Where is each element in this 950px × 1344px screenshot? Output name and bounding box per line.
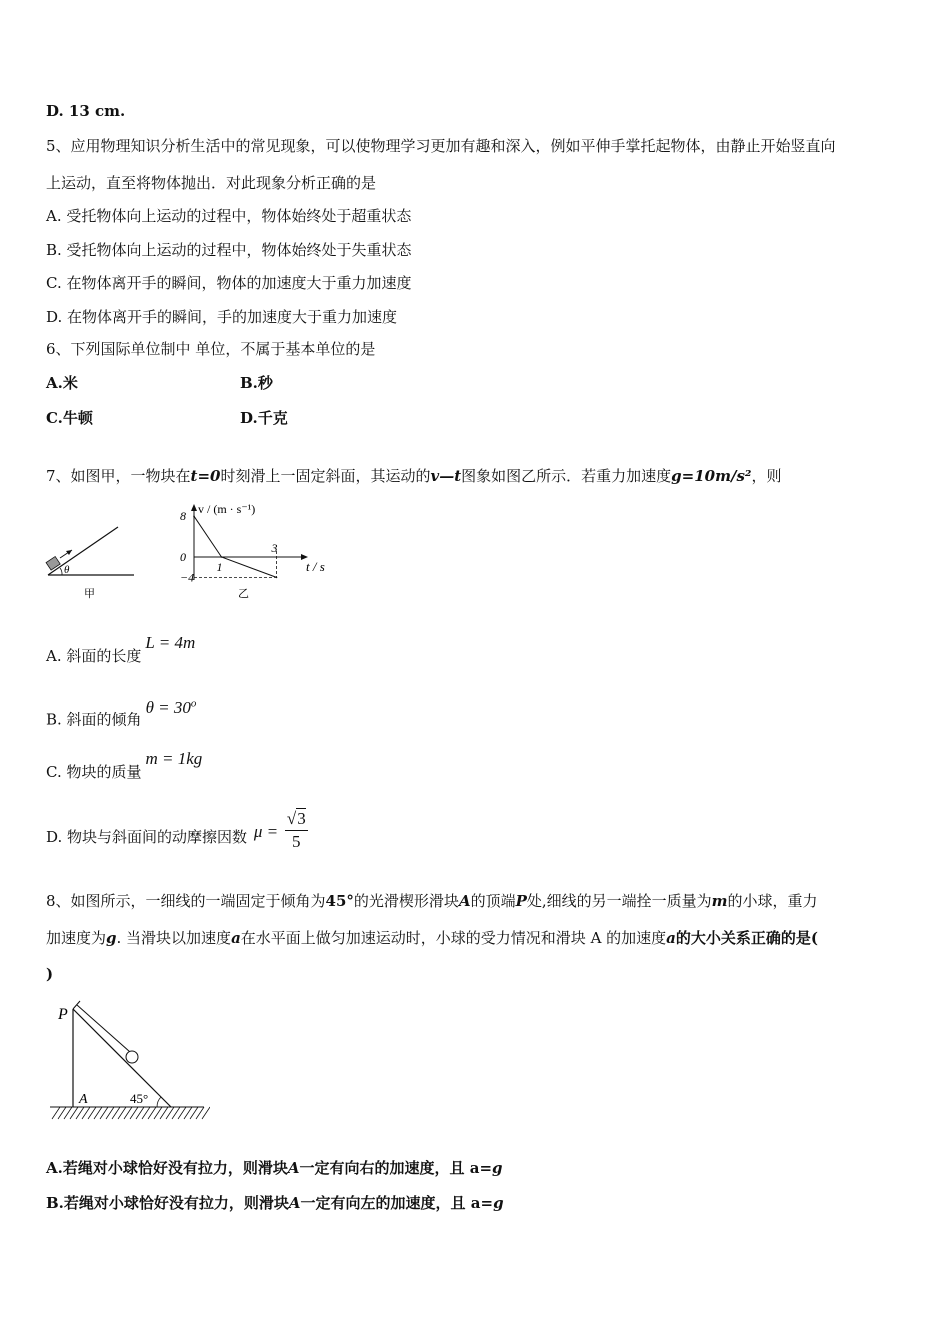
q8-text: 的光滑楔形滑块 [353, 892, 459, 910]
vt-x-tick-label: 1 [216, 560, 223, 574]
figure-caption-yi: 乙 [238, 588, 249, 600]
q7-figure-vt-graph [170, 500, 340, 604]
x-axis-label: t / s [306, 559, 325, 574]
q8-text: a [231, 929, 241, 947]
angle-arc [157, 1097, 161, 1107]
thread-anchor [73, 1001, 80, 1009]
q7-stem-part: ，则 [751, 467, 782, 485]
thread [77, 1005, 130, 1052]
label-a: A [79, 1092, 88, 1107]
q8-option-b-A: A [288, 1194, 301, 1212]
q6-stem: 6、下列国际单位制中 单位，不属于基本单位的是 [46, 340, 376, 358]
q8-option-a-A: A [287, 1159, 300, 1177]
q7-stem [46, 466, 781, 486]
q8-option-b [46, 1193, 504, 1213]
q5-option-a: A. 受托物体向上运动的过程中，物体始终处于超重状态 [46, 207, 412, 225]
q6-option-b: B.秒 [240, 374, 273, 392]
q7-figure-incline [40, 515, 140, 605]
ground-hatching [52, 1107, 210, 1119]
label-p: P [58, 1006, 68, 1023]
q7-stem-t0: t=0 [190, 467, 221, 485]
q5-stem-line1: 5、应用物理知识分析生活中的常见现象，可以使物理学习更加有趣和深入，例如平伸手掌托起物体，由静止开始竖直向 [46, 137, 836, 155]
q7-stem-g: g=10m/s² [671, 467, 752, 485]
q7-option-d-text: D. 物块与斜面间的动摩擦因数 [46, 827, 248, 846]
y-axis-label: v / (m · s⁻¹) [198, 502, 256, 516]
q7-option-b [46, 697, 197, 730]
ball [126, 1051, 138, 1063]
q6-option-d: D.千克 [240, 409, 288, 427]
q7-option-c-text: C. 物块的质量 [46, 763, 142, 781]
q7-option-c-math: m = 1kg [145, 749, 203, 768]
q8-text: 的大小关系正确的是( [675, 929, 819, 947]
q7-option-a [46, 633, 196, 666]
q7-option-b-math: θ = 30 [145, 697, 191, 717]
q7-option-a-math: L = 4m [145, 633, 196, 652]
q7-stem-part: 时刻滑上一固定斜面，其运动的 [220, 467, 431, 485]
velocity-arrowhead [66, 550, 72, 555]
vt-series-line [194, 516, 277, 577]
q8-option-a-g: g [492, 1159, 503, 1177]
q8-text: g [106, 929, 117, 947]
q7-option-d-denominator: 5 [292, 832, 301, 851]
q8-text: . 当滑块以加速度 [116, 929, 232, 947]
q5-option-c: C. 在物体离开手的瞬间，物体的加速度大于重力加速度 [46, 274, 412, 292]
q8-text: 在水平面上做匀加速运动时，小球的受力情况和滑块 A 的加速度 [240, 929, 667, 947]
q7-option-d-mu: μ = [253, 821, 279, 841]
q8-text: P [515, 892, 527, 910]
q8-text: 的顶端 [470, 892, 516, 910]
q8-figure-wedge [44, 995, 210, 1120]
q8-stem-line2 [46, 928, 818, 948]
q7-stem-part: 7、如图甲，一物块在 [46, 467, 191, 485]
q8-option-b-g: g [493, 1194, 504, 1212]
q8-text: 45° [325, 892, 354, 910]
q8-option-a-text: 一定有向右的加速度，且 a= [299, 1159, 493, 1177]
wedge-hypotenuse [73, 1009, 171, 1107]
q8-text: 加速度为 [46, 929, 107, 947]
vt-y-tick-label: 0 [180, 550, 186, 564]
q8-text: a [666, 929, 676, 947]
q8-text: 的小球，重力 [727, 892, 818, 910]
q5-option-b: B. 受托物体向上运动的过程中，物体始终处于失重状态 [46, 241, 412, 259]
label-angle: 45° [130, 1091, 149, 1106]
q7-option-a-text: A. 斜面的长度 [46, 647, 142, 665]
figure-caption-jia: 甲 [84, 588, 95, 600]
q6-option-a: A.米 [46, 374, 78, 392]
q5-stem-line2: 上运动，直至将物体抛出．对此现象分析正确的是 [46, 174, 377, 192]
q8-text: m [711, 892, 728, 910]
q7-option-c [46, 749, 203, 782]
y-axis-arrow [191, 504, 197, 511]
q8-option-a-text: A.若绳对小球恰好没有拉力，则滑块 [46, 1159, 288, 1177]
q7-stem-vt: v—t [430, 467, 462, 485]
vt-y-tick-label: 8 [180, 509, 186, 524]
q4-option-d: D. 13 cm. [46, 102, 126, 120]
vt-y-tick-label: −4 [180, 570, 195, 585]
q7-option-b-degree: o [190, 697, 197, 709]
q7-option-d [46, 808, 308, 853]
q8-option-b-text: 一定有向左的加速度，且 a= [300, 1194, 494, 1212]
q8-text: 处,细线的另一端拴一质量为 [526, 892, 712, 910]
q8-option-a [46, 1158, 503, 1178]
incline-slope [48, 527, 118, 575]
q8-text: 8、如图所示，一细线的一端固定于倾角为 [46, 892, 326, 910]
q8-stem-line3: ) [46, 965, 54, 983]
vt-x-tick-label: 3 [271, 541, 278, 555]
q6-option-c: C.牛顿 [46, 409, 93, 427]
q7-option-d-fraction: $\frac{√3}{5}$ [286, 809, 306, 851]
vt-point [193, 515, 195, 517]
angle-arc [60, 568, 62, 575]
angle-label: θ [64, 564, 70, 576]
q7-option-d-numerator: 3 [297, 809, 306, 828]
q5-option-d: D. 在物体离开手的瞬间，手的加速度大于重力加速度 [46, 308, 398, 326]
q8-stem-line1 [46, 891, 818, 911]
vt-point [221, 556, 223, 558]
q7-stem-part: 图象如图乙所示．若重力加速度 [461, 467, 672, 485]
q7-option-b-text: B. 斜面的倾角 [46, 710, 142, 729]
q8-text: A [458, 892, 471, 910]
q8-option-b-text: B.若绳对小球恰好没有拉力，则滑块 [46, 1194, 289, 1212]
